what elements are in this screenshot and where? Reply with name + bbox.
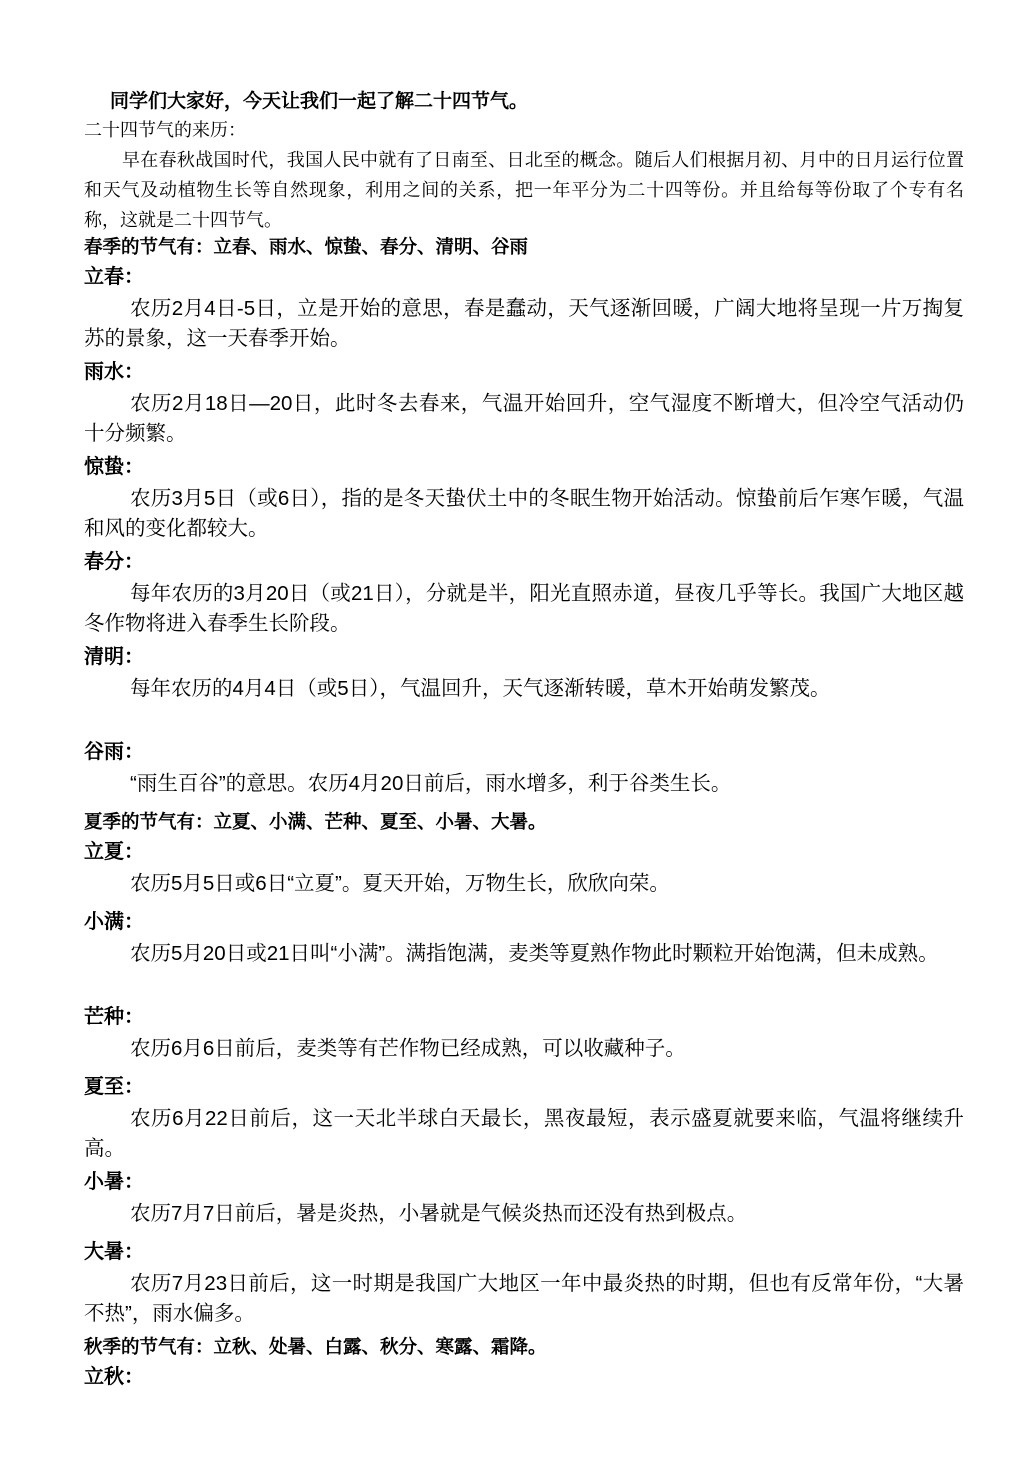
- summer-heading: 夏季的节气有：立夏、小满、芒种、夏至、小暑、大暑。: [84, 811, 547, 832]
- term-heading-dashu: 大暑：: [84, 1241, 144, 1263]
- greeting-line: 同学们大家好，今天让我们一起了解二十四节气。: [110, 91, 529, 112]
- term-text-lixia: 农历5月5日或6日“立夏”。夏天开始，万物生长，欣欣向荣。: [130, 872, 670, 895]
- autumn-heading: 秋季的节气有：立秋、处暑、白露、秋分、寒露、霜降。: [84, 1336, 547, 1357]
- term-text-dashu: 农历7月23日前后，这一时期是我国广大地区一年中最炎热的时期，但也有反常年份，“大暑不热”，雨水偏多。: [84, 1272, 964, 1325]
- document-page: [84, 90, 964, 1394]
- term-heading-xiazhi: 夏至：: [84, 1076, 144, 1098]
- term-heading-guyu: 谷雨：: [84, 741, 144, 763]
- spring-heading: 春季的节气有：立春、雨水、惊蛰、春分、清明、谷雨: [84, 236, 529, 257]
- term-heading-liqiu: 立秋：: [84, 1366, 144, 1388]
- term-text-xiazhi: 农历6月22日前后，这一天北半球白天最长，黑夜最短，表示盛夏就要来临，气温将继续升高。: [84, 1107, 964, 1160]
- term-text-jingzhe: 农历3月5日（或6日），指的是冬天蛰伏土中的冬眠生物开始活动。惊蛰前后乍寒乍暖，气温和风的变化都较大。: [84, 487, 964, 540]
- term-heading-lixia: 立夏：: [84, 841, 144, 863]
- term-heading-yushui: 雨水：: [84, 361, 144, 383]
- term-heading-xiaoman: 小满：: [84, 911, 144, 933]
- term-text-yushui: 农历2月18日—20日，此时冬去春来，气温开始回升，空气湿度不断增大，但冷空气活动仍十分频繁。: [84, 392, 964, 445]
- term-text-mangzhong: 农历6月6日前后，麦类等有芒作物已经成熟，可以收藏种子。: [130, 1037, 686, 1060]
- origin-paragraph: 早在春秋战国时代，我国人民中就有了日南至、日北至的概念。随后人们根据月初、月中的日月运行位置和天气及动植物生长等自然现象，利用之间的关系，把一年平分为二十四等份。并且给每等份取了个专有名称，这就是二十四节气。: [84, 150, 964, 230]
- term-text-guyu: “雨生百谷”的意思。农历4月20日前后，雨水增多，利于谷类生长。: [130, 772, 732, 795]
- term-heading-xiaoshu: 小暑：: [84, 1171, 144, 1193]
- term-heading-qingming: 清明：: [84, 646, 144, 668]
- term-text-chunfen: 每年农历的3月20日（或21日），分就是半，阳光直照赤道，昼夜几乎等长。我国广大地区越冬作物将进入春季生长阶段。: [84, 582, 964, 635]
- origin-heading: 二十四节气的来历：: [84, 120, 246, 140]
- term-heading-lichun: 立春：: [84, 266, 144, 288]
- term-text-lichun: 农历2月4日-5日，立是开始的意思，春是蠢动，天气逐渐回暖，广阔大地将呈现一片万掏复苏的景象，这一天春季开始。: [84, 297, 964, 350]
- term-heading-mangzhong: 芒种：: [84, 1006, 144, 1028]
- term-text-xiaoman: 农历5月20日或21日叫“小满”。满指饱满，麦类等夏熟作物此时颗粒开始饱满，但未成熟。: [130, 942, 939, 965]
- term-heading-jingzhe: 惊蛰：: [84, 456, 144, 478]
- term-heading-chunfen: 春分：: [84, 551, 144, 573]
- term-text-xiaoshu: 农历7月7日前后，暑是炎热，小暑就是气候炎热而还没有热到极点。: [130, 1202, 748, 1225]
- term-text-qingming: 每年农历的4月4日（或5日），气温回升，天气逐渐转暖，草木开始萌发繁茂。: [130, 677, 831, 700]
